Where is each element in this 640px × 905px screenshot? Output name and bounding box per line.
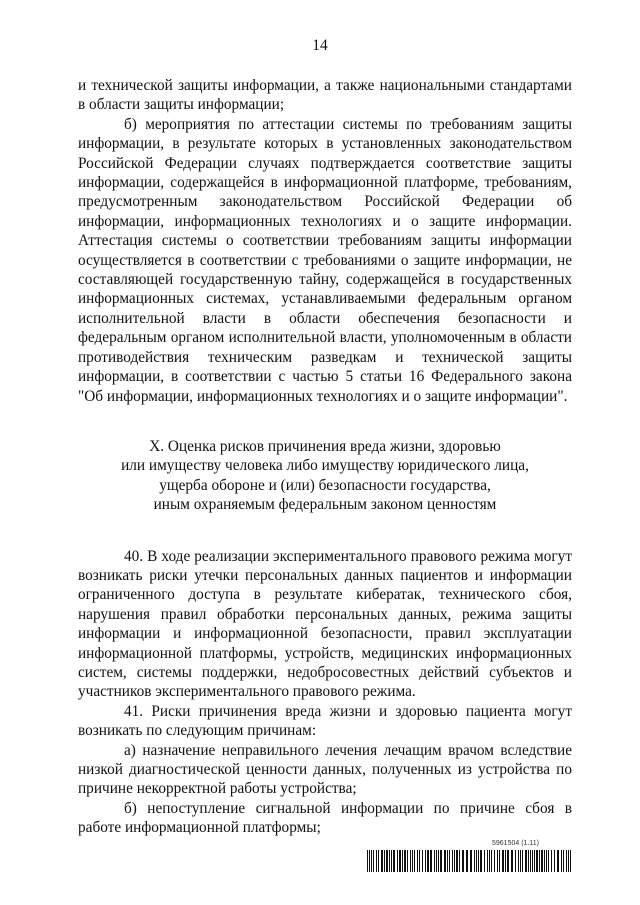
paragraph-item-a: а) назначение неправильного лечения лечащим врачом вследствие низкой диагностической ценности данных, полученных из устройства по причине некорректной работы устройства; [78,741,572,798]
section-heading-line: X. Оценка рисков причинения вреда жизни, здоровью [149,437,501,455]
paragraph-continuation: и технической защиты информации, а также национальными стандартами в области защиты информации; [78,77,572,114]
document-footer [367,840,572,874]
section-heading-line: ущерба обороне и (или) безопасности государства, [159,476,491,494]
page-number: 14 [312,37,328,54]
paragraph-item-b: б) непоступление сигнальной информации по причине сбоя в работе информационной платформы; [78,799,572,837]
barcode-caption: 5961504 (1.11) [492,840,539,847]
section-heading-line: или имуществу человека либо имуществу юридического лица, [121,457,529,475]
barcode-icon [367,850,572,872]
section-heading [78,437,572,515]
section-heading-line: иным охраняемым федеральным законом ценностям [153,496,497,514]
paragraph-41: 41. Риски причинения вреда жизни и здоровью пациента могут возникать по следующим причинам: [78,702,572,740]
paragraph-item-b-certification: б) мероприятия по аттестации системы по требованиям защиты информации, в результате которых в установленных законодательством Российской Федерации случаях подтверждается соответствие защиты информации, содержащейся в информационной платформе, требованиям, предусмотренным законодательством Российской Федерации об информации, информационных технологиях и о защите информации. Аттестация системы о соответствии требованиям защиты информации осуществляется в соответствии с требованиями о защите информации, не составляющей государственную тайну, содержащейся в государственных информационных системах, устанавливаемыми федеральным органом исполнительной власти в области обеспечения безопасности и федеральным органом исполнительной власти, уполномоченным в области противодействия техническим разведкам и технической защиты информации, в соответствии с частью 5 статьи 16 Федерального закона "Об информации, информационных технологиях и о защите информации". [78,115,572,405]
paragraph-40: 40. В ходе реализации экспериментального правового режима могут возникать риски утечки персональных данных пациентов и информации ограниченного доступа в результате кибератак, технического сбоя, нарушения правил обработки персональных данных, режима защиты информации и информационной безопасности, правил эксплуатации информационной платформы, устройств, медицинских информационных систем, системы поддержки, недобросовестных действий субъектов и участников экспериментального правового режима. [78,547,572,701]
document-body [78,76,572,838]
